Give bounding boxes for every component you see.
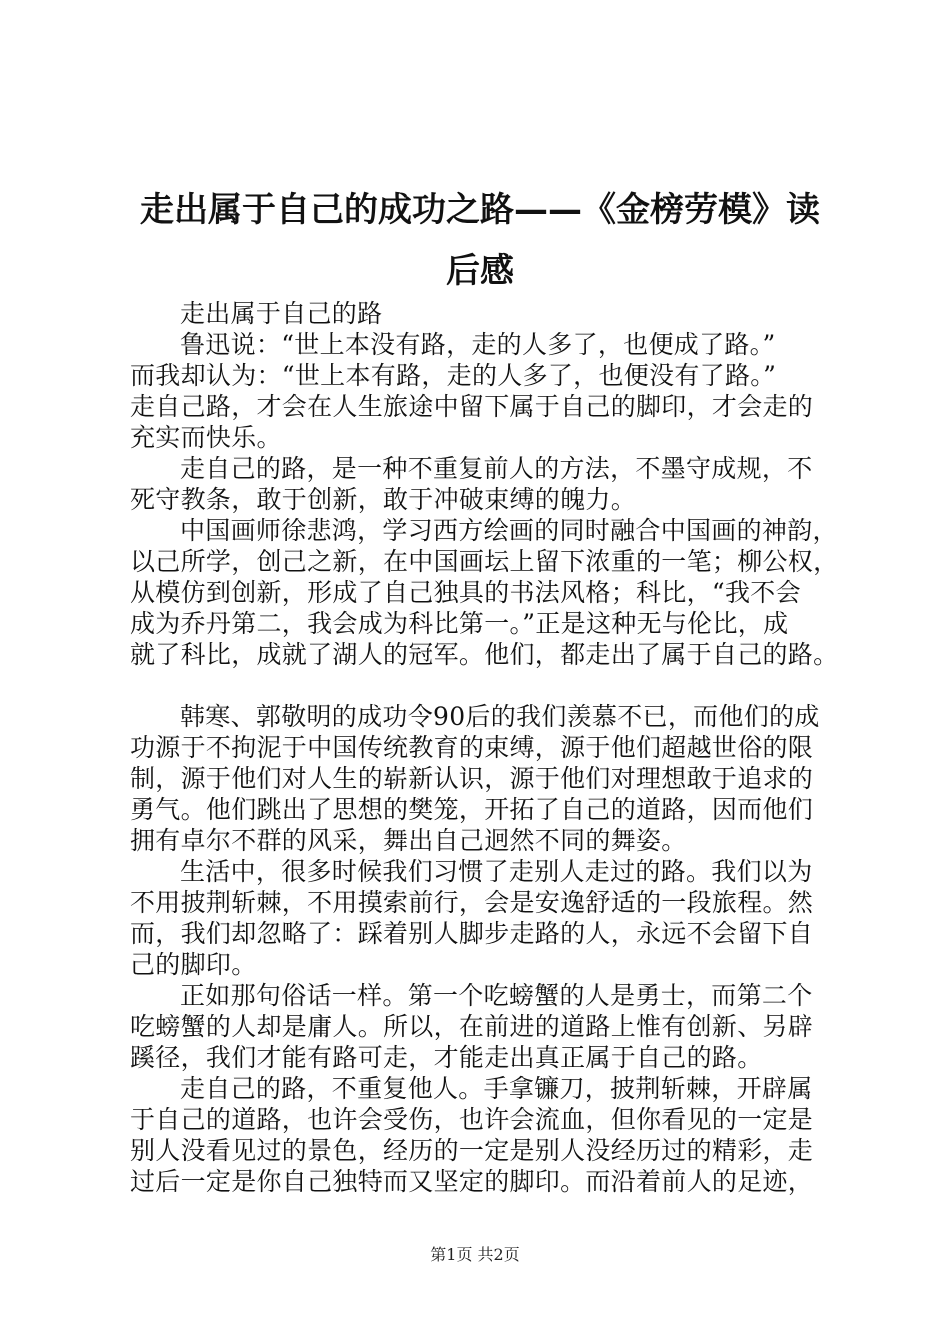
page-title-line-2: 后感 bbox=[446, 251, 514, 291]
text-line: 走自己路，才会在人生旅途中留下属于自己的脚印，才会走的 bbox=[130, 392, 814, 421]
text-line: 走自己的路，是一种不重复前人的方法，不墨守成规，不 bbox=[180, 454, 813, 483]
text-line: 从模仿到创新，形成了自己独具的书法风格；科比，“我不会 bbox=[130, 578, 801, 607]
document-body bbox=[130, 298, 850, 1197]
text-line: 就了科比，成就了湖人的冠军。他们，都走出了属于自己的路。 bbox=[130, 640, 839, 669]
text-line: 拥有卓尔不群的风采，舞出自己迥然不同的舞姿。 bbox=[130, 826, 687, 855]
text-line: 死守教条，敢于创新，敢于冲破束缚的魄力。 bbox=[130, 485, 637, 514]
text-line: 过后一定是你自己独特而又坚定的脚印。而沿着前人的足迹， bbox=[130, 1167, 814, 1196]
text-line: 别人没看见过的景色，经历的一定是别人没经历过的精彩，走 bbox=[130, 1136, 814, 1165]
text-line: 己的脚印。 bbox=[130, 950, 257, 979]
text-line: 蹊径，我们才能有路可走，才能走出真正属于自己的路。 bbox=[130, 1043, 763, 1072]
text-line: 以己所学，创己之新，在中国画坛上留下浓重的一笔；柳公权， bbox=[130, 547, 839, 576]
text-line: 走自己的路，不重复他人。手拿镰刀，披荆斩棘，开辟属 bbox=[180, 1074, 813, 1103]
text-line: 走出属于自己的路 bbox=[180, 299, 383, 328]
page-title-line-1: 走出属于自己的成功之路——《金榜劳模》读 bbox=[140, 190, 820, 230]
text-line: 吃螃蟹的人却是庸人。所以，在前进的道路上惟有创新、另辟 bbox=[130, 1012, 814, 1041]
text-line: 正如那句俗话一样。第一个吃螃蟹的人是勇士，而第二个 bbox=[180, 981, 813, 1010]
page-footer: 第1页 共2页 bbox=[430, 1245, 520, 1264]
text-line: 而，我们却忽略了：踩着别人脚步走路的人，永远不会留下自 bbox=[130, 919, 814, 948]
text-line: 中国画师徐悲鸿，学习西方绘画的同时融合中国画的神韵， bbox=[180, 516, 838, 545]
text-line: 于自己的道路，也许会受伤，也许会流血，但你看见的一定是 bbox=[130, 1105, 814, 1134]
text-line: 不用披荆斩棘，不用摸索前行，会是安逸舒适的一段旅程。然 bbox=[130, 888, 814, 917]
text-line: 充实而快乐。 bbox=[130, 423, 282, 452]
blank-line bbox=[130, 670, 850, 701]
text-line: 生活中，很多时候我们习惯了走别人走过的路。我们以为 bbox=[180, 857, 813, 886]
text-line: 成为乔丹第二，我会成为科比第一。”正是这种无与伦比，成 bbox=[130, 609, 789, 638]
text-line: 鲁迅说：“世上本没有路，走的人多了，也便成了路。” bbox=[180, 330, 776, 359]
text-line: 制，源于他们对人生的崭新认识，源于他们对理想敢于追求的 bbox=[130, 764, 814, 793]
text-line: 而我却认为：“世上本有路，走的人多了，也便没有了路。” bbox=[130, 361, 777, 390]
text-line: 勇气。他们跳出了思想的樊笼，开拓了自己的道路，因而他们 bbox=[130, 795, 814, 824]
text-line: 韩寒、郭敬明的成功令90后的我们羡慕不已，而他们的成 bbox=[180, 702, 820, 731]
text-line: 功源于不拘泥于中国传统教育的束缚，源于他们超越世俗的限 bbox=[130, 733, 814, 762]
